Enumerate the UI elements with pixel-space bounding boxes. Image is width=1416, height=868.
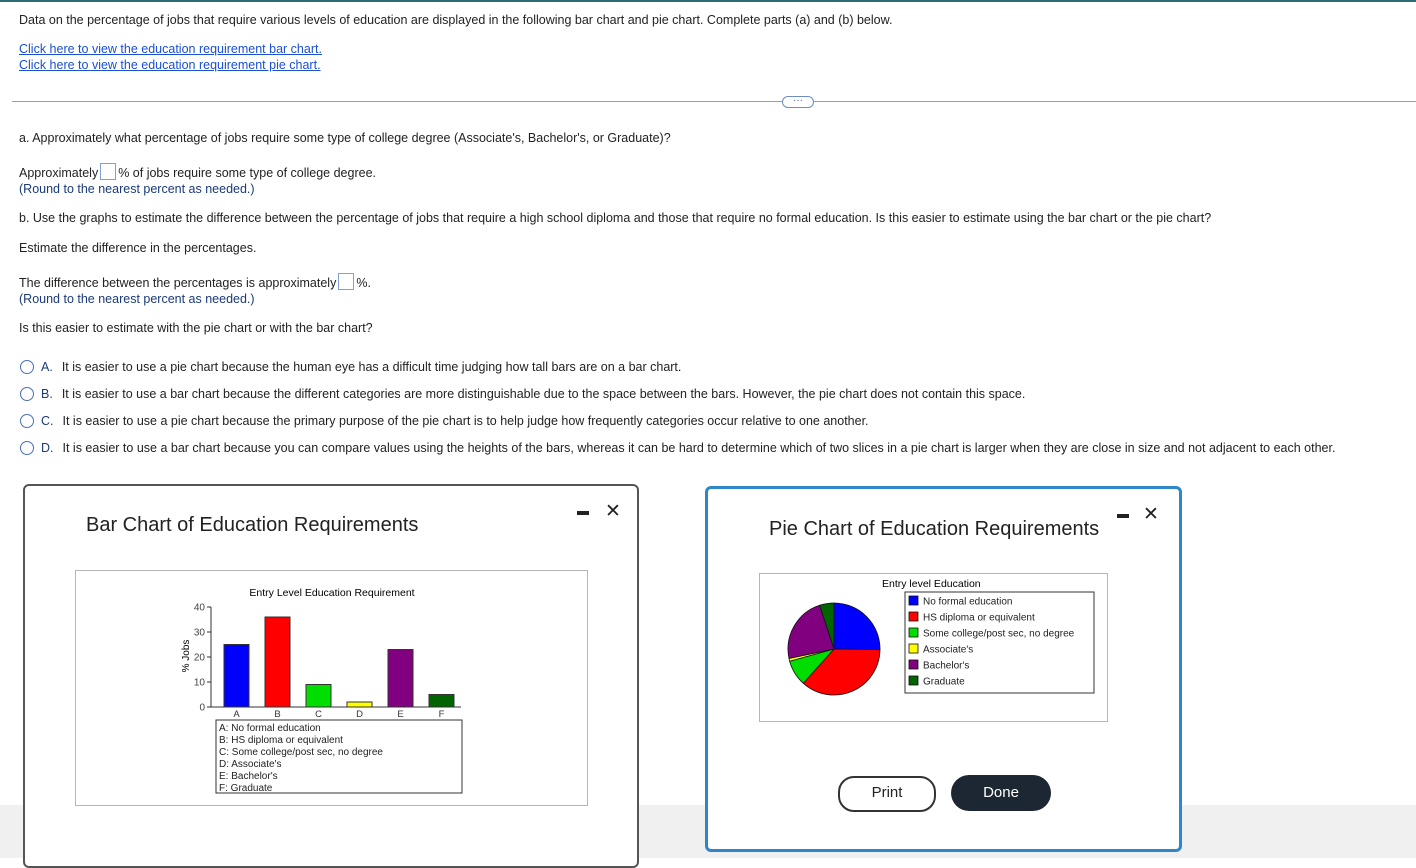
- part-a-question: a. Approximately what percentage of jobs require some type of college degree (Associate's, Bachelor's, or Graduate)?: [19, 131, 671, 145]
- y-tick-label: 40: [193, 602, 205, 614]
- pie-legend-swatch: [909, 628, 918, 637]
- option-d-text: It is easier to use a bar chart because you can compare values using the heights of the bars, whereas it can be hard to determine which of two slices in a pie chart is larger when they are close in size and not adjacent to each other.: [62, 441, 1336, 455]
- part-b-instruction: Estimate the difference in the percentages.: [19, 241, 257, 255]
- x-tick-label: F: [438, 709, 445, 720]
- pie-chart-link[interactable]: Click here to view the education requirement pie chart.: [19, 58, 321, 72]
- bar-c: [306, 685, 331, 708]
- pie-legend-swatch: [909, 660, 918, 669]
- y-tick-label: 10: [193, 677, 205, 689]
- x-tick-label: C: [315, 709, 322, 720]
- y-tick-label: 30: [193, 627, 205, 639]
- option-a-radio[interactable]: [20, 360, 34, 374]
- option-c-letter: C.: [41, 414, 54, 428]
- part-b-question: b. Use the graphs to estimate the difference between the percentage of jobs that require a high school diploma and those that require no formal education. Is this easier to estimate using the bar chart or the pie chart?: [19, 211, 1212, 225]
- bar-chart: [75, 570, 589, 807]
- bar-f: [429, 695, 454, 708]
- expand-button[interactable]: ···: [782, 96, 814, 108]
- option-b-letter: B.: [41, 387, 53, 401]
- pie-legend-swatch: [909, 676, 918, 685]
- part-a-suffix: % of jobs require some type of college degree.: [118, 166, 376, 180]
- pie-window-title: Pie Chart of Education Requirements: [769, 518, 1100, 540]
- y-tick-label: 20: [193, 652, 205, 664]
- y-tick-label: 0: [199, 702, 205, 714]
- part-a-answer-input[interactable]: [100, 163, 116, 180]
- part-a-prefix: Approximately: [19, 166, 99, 180]
- bar-a: [224, 645, 249, 708]
- part-b-suffix: %.: [356, 276, 371, 290]
- top-accent-line: [0, 0, 1416, 2]
- pie-chart: [759, 573, 1109, 723]
- x-tick-label: D: [356, 709, 363, 720]
- part-a-answer-line: [19, 163, 376, 180]
- pie-legend-swatch: [909, 644, 918, 653]
- done-button[interactable]: Done: [951, 775, 1051, 811]
- option-b-text: It is easier to use a bar chart because the different categories are more distinguishable due to the space between the bars. However, the pie chart does not contain this space.: [61, 387, 1026, 401]
- option-a-letter: A.: [41, 360, 53, 374]
- print-button[interactable]: Print: [838, 776, 936, 812]
- pie-chart-title: Entry level Education: [882, 578, 981, 590]
- pie-window-close-button[interactable]: ✕: [1143, 504, 1159, 525]
- bar-window-minimize-button[interactable]: [577, 511, 589, 515]
- bar-legend-entry: C: Some college/post sec, no degree: [219, 747, 383, 758]
- pie-legend-entry: HS diploma or equivalent: [923, 612, 1035, 624]
- pie-legend-entry: No formal education: [923, 596, 1013, 608]
- pie-window-minimize-button[interactable]: [1117, 514, 1129, 518]
- part-b-question2: Is this easier to estimate with the pie chart or with the bar chart?: [19, 321, 373, 335]
- intro-text: Data on the percentage of jobs that require various levels of education are displayed in the following bar chart and pie chart. Complete parts (a) and (b) below.: [19, 13, 893, 27]
- part-b-note: (Round to the nearest percent as needed.): [19, 292, 255, 306]
- part-b-answer-input[interactable]: [338, 273, 354, 290]
- option-a[interactable]: [20, 360, 681, 374]
- pie-legend-entry: Graduate: [923, 676, 965, 688]
- option-c-text: It is easier to use a pie chart because the primary purpose of the pie chart is to help judge how frequently categories occur relative to one another.: [62, 414, 869, 428]
- bar-window-close-button[interactable]: ✕: [605, 501, 621, 522]
- option-d-radio[interactable]: [20, 441, 34, 455]
- option-c-radio[interactable]: [20, 414, 34, 428]
- part-a-note: (Round to the nearest percent as needed.): [19, 182, 255, 196]
- pie-legend-swatch: [909, 612, 918, 621]
- pie-chart-window: [705, 486, 1182, 852]
- bar-e: [388, 650, 413, 708]
- pie-legend-swatch: [909, 596, 918, 605]
- option-c[interactable]: [20, 414, 869, 428]
- bar-window-title: Bar Chart of Education Requirements: [86, 514, 419, 536]
- option-b-radio[interactable]: [20, 387, 34, 401]
- bar-chart-ylabel: % Jobs: [181, 639, 192, 673]
- option-a-text: It is easier to use a pie chart because the human eye has a difficult time judging how tall bars are on a bar chart.: [61, 360, 682, 374]
- option-b[interactable]: [20, 387, 1025, 401]
- bar-legend-entry: B: HS diploma or equivalent: [219, 735, 343, 746]
- bar-chart-window: [23, 484, 639, 868]
- x-tick-label: A: [233, 709, 240, 720]
- part-b-answer-line: [19, 273, 371, 290]
- bar-d: [347, 702, 372, 707]
- option-d[interactable]: [20, 441, 1335, 455]
- pie-legend-entry: Bachelor's: [923, 660, 970, 672]
- bar-legend-entry: A: No formal education: [219, 723, 321, 734]
- x-tick-label: E: [397, 709, 404, 720]
- pie-legend-entry: Some college/post sec, no degree: [923, 628, 1075, 640]
- pie-legend-entry: Associate's: [923, 644, 974, 656]
- part-b-prefix: The difference between the percentages is approximately: [19, 276, 337, 290]
- bar-legend-entry: E: Bachelor's: [219, 771, 278, 782]
- option-d-letter: D.: [41, 441, 54, 455]
- x-tick-label: B: [274, 709, 281, 720]
- section-divider: [12, 101, 1416, 102]
- bar-legend-entry: F: Graduate: [219, 783, 273, 794]
- bar-chart-link[interactable]: Click here to view the education requirement bar chart.: [19, 42, 322, 56]
- bar-b: [265, 617, 290, 707]
- bar-legend-entry: D: Associate's: [219, 759, 282, 770]
- bar-chart-title: Entry Level Education Requirement: [249, 587, 415, 599]
